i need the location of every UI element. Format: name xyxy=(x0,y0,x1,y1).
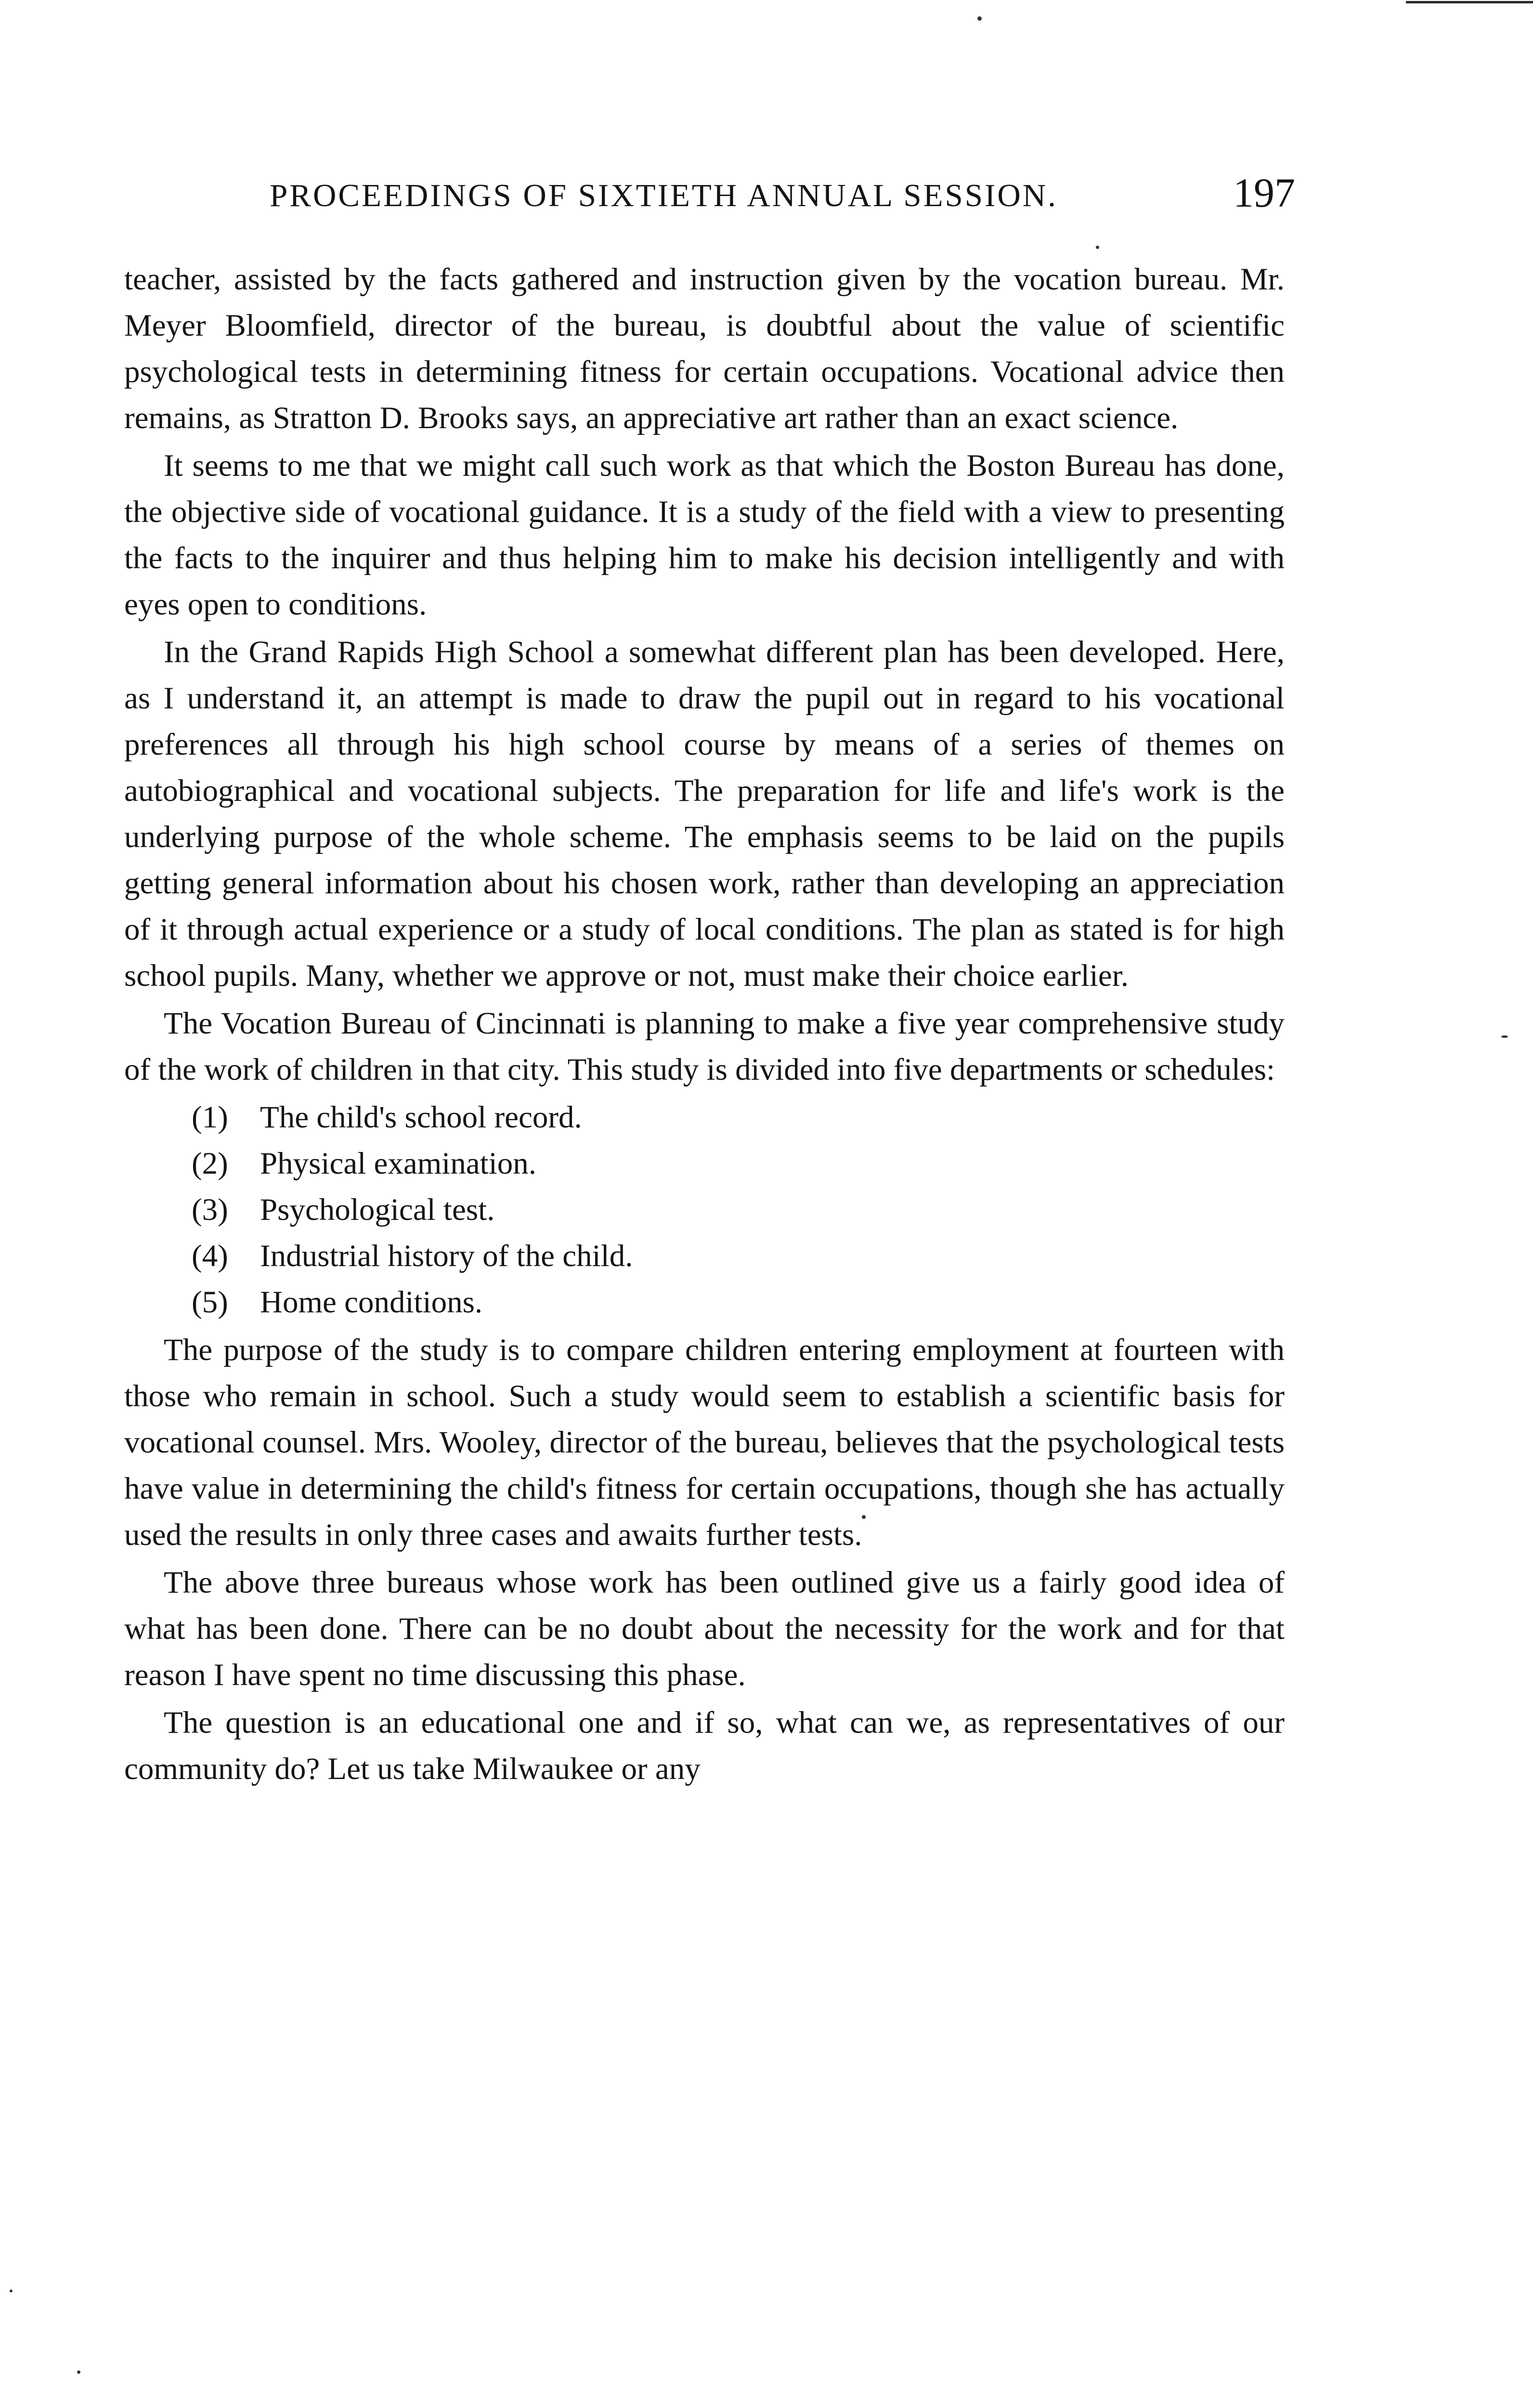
list-item xyxy=(124,1094,1285,1140)
list-item-number: (2) xyxy=(192,1146,228,1181)
list-item-number: (3) xyxy=(192,1192,228,1227)
page-header xyxy=(120,169,1295,226)
paragraph: The Vocation Bureau of Cincinnati is planning to make a five year comprehensive study of the work of children in that city. This study is divided into five departments or schedules: xyxy=(124,1006,1285,1087)
paragraph: teacher, assisted by the facts gathered and instruction given by the vocation bureau. Mr. Meyer Bloomfield, director of the bureau, is doubtful about the value of scientific psychological tests in determining fitness for certain occupations. Vocational advice then remains, as Stratton D. Brooks says, an appreciative art rather than an exact science. xyxy=(124,262,1285,435)
list-item xyxy=(124,1233,1285,1279)
schedule-list xyxy=(124,1094,1285,1325)
scan-edge-rule xyxy=(1406,1,1533,3)
paragraph: It seems to me that we might call such work as that which the Boston Bureau has done, the objective side of vocational guidance. It is a study of the field with a view to presenting the facts to the inquirer and thus helping him to make his decision intelligently and with eyes open to conditions. xyxy=(124,448,1285,622)
list-item xyxy=(124,1187,1285,1233)
scan-speck xyxy=(10,2290,13,2292)
list-item-number: (4) xyxy=(192,1239,228,1273)
scan-speck xyxy=(1501,1035,1508,1038)
scan-speck xyxy=(77,2370,80,2374)
paragraph: The question is an educational one and if so, what can we, as representatives of our community do? Let us take Milwaukee or any xyxy=(124,1705,1285,1786)
paragraph: The purpose of the study is to compare children entering employment at fourteen with those who remain in school. Such a study would seem to establish a scientific basis for vocational counsel. Mrs. Wooley, director of the bureau, believes that the psychological tests have value in determining the child's fitness for certain occupations, though she has actually used the results in only three cases and awaits further tests. xyxy=(124,1333,1285,1552)
body-text xyxy=(124,256,1285,1793)
list-item-number: (5) xyxy=(192,1285,228,1320)
scan-speck xyxy=(977,16,982,21)
list-item-text: Psychological test. xyxy=(260,1192,495,1227)
scan-speck xyxy=(1096,246,1099,249)
paragraph: The above three bureaus whose work has been outlined give us a fairly good idea of what has been done. There can be no doubt about the necessity for the work and for that reason I have spent no time discussing this phase. xyxy=(124,1565,1285,1692)
list-item xyxy=(124,1140,1285,1187)
page-number: 197 xyxy=(1233,170,1295,216)
list-item-text: Physical examination. xyxy=(260,1146,537,1181)
running-head: PROCEEDINGS OF SIXTIETH ANNUAL SESSION. xyxy=(270,178,1058,213)
list-item-text: The child's school record. xyxy=(260,1100,582,1135)
list-item xyxy=(124,1279,1285,1325)
paragraph: In the Grand Rapids High School a somewhat different plan has been developed. Here, as I understand it, an attempt is made to draw the pupil out in regard to his vocational preferences all through his high school course by means of a series of themes on autobiographical and vocational subjects. The preparation for life and life's work is the underlying purpose of the whole scheme. The emphasis seems to be laid on the pupils getting general information about his chosen work, rather than developing an appreciation of it through actual experience or a study of local conditions. The plan as stated is for high school pupils. Many, whether we approve or not, must make their choice earlier. xyxy=(124,635,1285,993)
list-item-number: (1) xyxy=(192,1100,228,1135)
list-item-text: Home conditions. xyxy=(260,1285,483,1320)
list-item-text: Industrial history of the child. xyxy=(260,1239,633,1273)
